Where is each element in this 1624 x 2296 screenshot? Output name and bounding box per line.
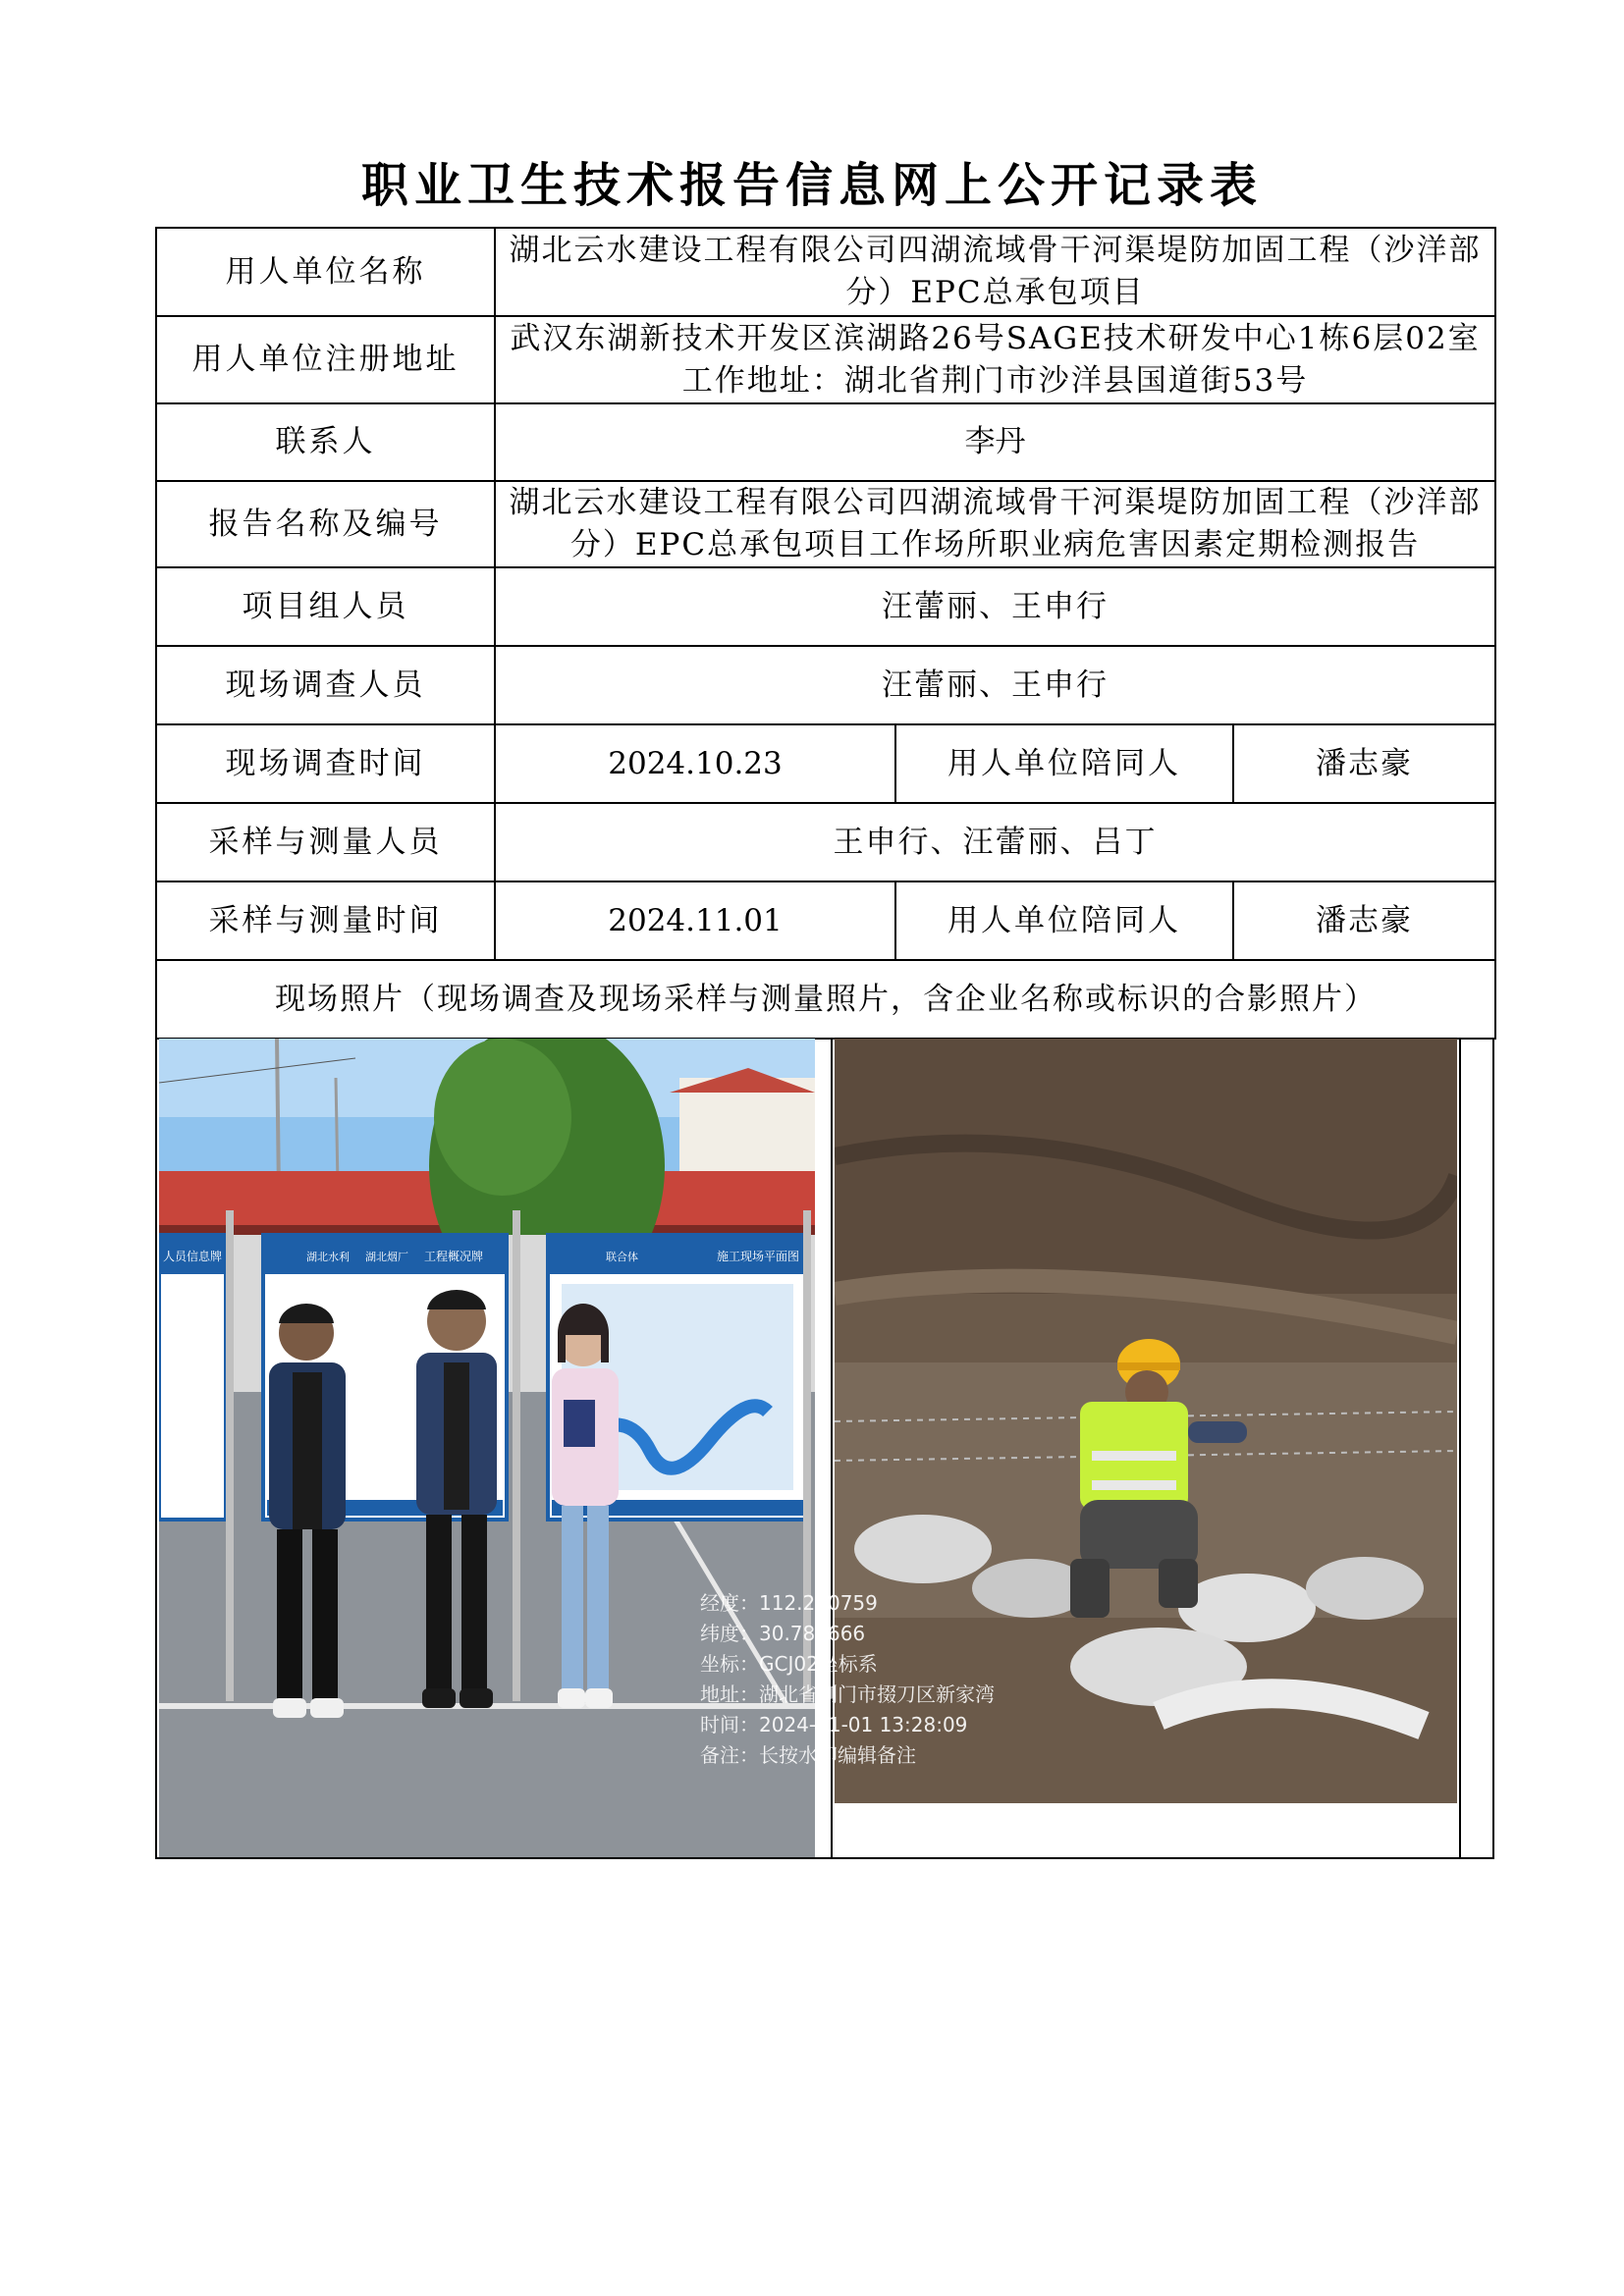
watermark-longitude: 经度：112.210759 <box>700 1591 878 1615</box>
label-photos: 现场照片（现场调查及现场采样与测量照片，含企业名称或标识的合影照片） <box>156 960 1495 1039</box>
value-address <box>495 316 1495 403</box>
label-report: 报告名称及编号 <box>156 481 495 567</box>
board-mid-title: 工程概况牌 <box>423 1250 484 1263</box>
board-right-title: 施工现场平面图 <box>716 1250 800 1263</box>
watermark-address: 地址：湖北省荆门市掇刀区新家湾 <box>700 1682 995 1706</box>
row-employer-name <box>156 228 1495 316</box>
page-title: 职业卫生技术报告信息网上公开记录表 <box>360 158 1263 213</box>
row-contact <box>156 403 1495 481</box>
value-address-work: 工作地址：湖北省荆门市沙洋县国道街53号 <box>681 362 1309 399</box>
value-survey-staff: 汪蕾丽、王申行 <box>495 646 1495 724</box>
row-sampling-staff <box>156 803 1495 881</box>
row-sampling-time <box>156 881 1495 960</box>
gps-watermark <box>700 1588 995 1771</box>
record-table <box>155 227 1496 1040</box>
value-contact: 李丹 <box>495 403 1495 481</box>
value-survey-time: 2024.10.23 <box>495 724 895 803</box>
board-left-title: 人员信息牌 <box>162 1250 223 1263</box>
watermark-coordinate-system: 坐标：GCJ02坐标系 <box>700 1652 878 1676</box>
value-report: 湖北云水建设工程有限公司四湖流域骨干河渠堤防加固工程（沙洋部分）EPC总承包项目工作场所职业病危害因素定期检测报告 <box>495 481 1495 567</box>
value-survey-companion: 潘志豪 <box>1233 724 1495 803</box>
value-sampling-staff: 王申行、汪蕾丽、吕丁 <box>495 803 1495 881</box>
label-survey-time: 现场调查时间 <box>156 724 495 803</box>
value-sampling-time: 2024.11.01 <box>495 881 895 960</box>
row-survey-staff <box>156 646 1495 724</box>
label-contact: 联系人 <box>156 403 495 481</box>
row-report <box>156 481 1495 567</box>
label-sampling-companion: 用人单位陪同人 <box>895 881 1233 960</box>
board-right-brand-c: 联合体 <box>606 1251 638 1263</box>
label-survey-companion: 用人单位陪同人 <box>895 724 1233 803</box>
value-employer-name: 湖北云水建设工程有限公司四湖流域骨干河渠堤防加固工程（沙洋部分）EPC总承包项目 <box>495 228 1495 316</box>
row-photos-caption <box>156 960 1495 1039</box>
label-survey-staff: 现场调查人员 <box>156 646 495 724</box>
row-address <box>156 316 1495 403</box>
watermark-latitude: 纬度：30.787666 <box>700 1622 866 1645</box>
label-address: 用人单位注册地址 <box>156 316 495 403</box>
board-mid-brand-b: 湖北烟厂 <box>365 1251 408 1263</box>
row-survey-time <box>156 724 1495 803</box>
label-sampling-time: 采样与测量时间 <box>156 881 495 960</box>
watermark-time: 时间：2024-11-01 13:28:09 <box>700 1713 968 1736</box>
label-project-team: 项目组人员 <box>156 567 495 646</box>
value-sampling-companion: 潘志豪 <box>1233 881 1495 960</box>
watermark-note: 备注：长按水印编辑备注 <box>700 1743 916 1767</box>
photo-right-edge <box>1459 1039 1461 1857</box>
label-employer-name: 用人单位名称 <box>156 228 495 316</box>
value-address-registered: 武汉东湖新技术开发区滨湖路26号SAGE技术研发中心1栋6层02室 <box>510 320 1481 356</box>
row-project-team <box>156 567 1495 646</box>
board-mid-brand-a: 湖北水利 <box>306 1251 350 1263</box>
value-project-team: 汪蕾丽、王申行 <box>495 567 1495 646</box>
label-sampling-staff: 采样与测量人员 <box>156 803 495 881</box>
